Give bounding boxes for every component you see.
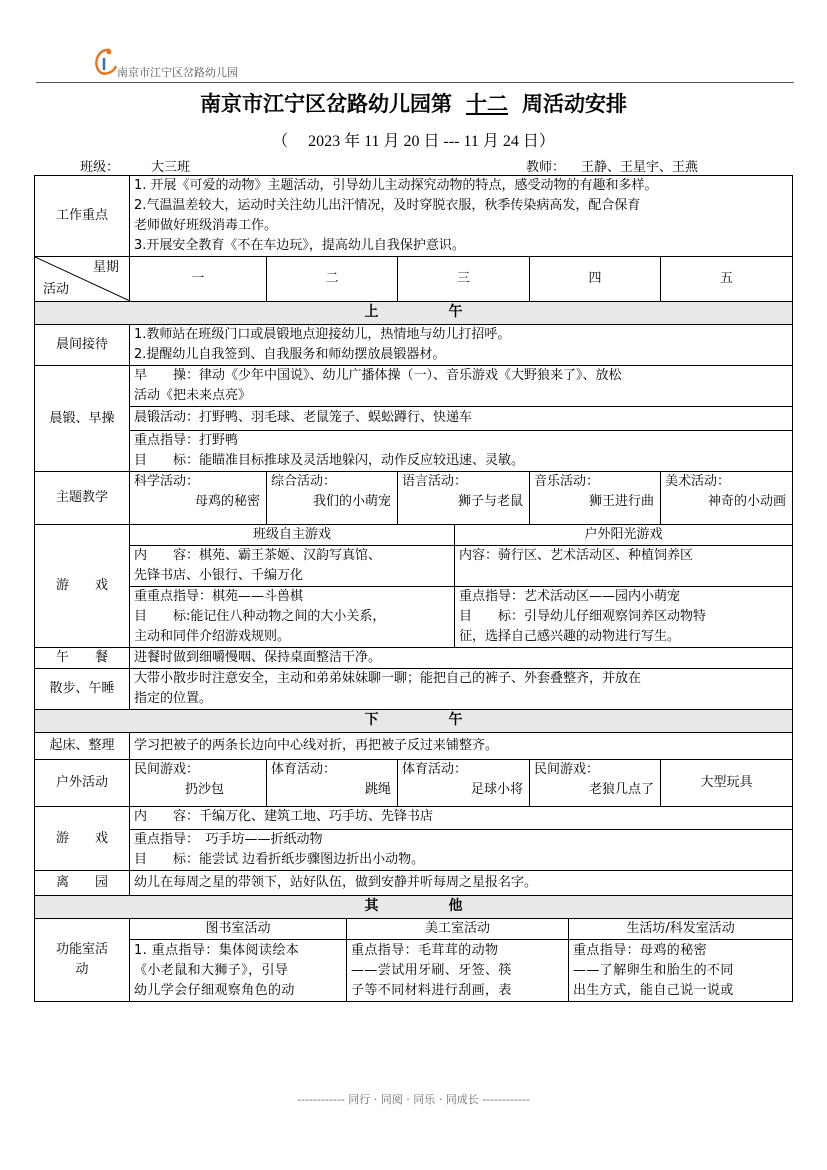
exercise-line: 目 标：能瞄准目标推球及灵活地躲闪，动作反应较迅速、灵敏。	[134, 453, 525, 468]
outdoor-kind: 体育活动：	[402, 762, 468, 777]
games-line: 先锋书店、小银行、千编万化	[134, 568, 304, 583]
detail-line: 重点指导：毛茸茸的动物	[351, 943, 499, 958]
school-name-header: 南京市江宁区岔路幼儿园	[117, 66, 238, 79]
leave-content: 幼儿在每周之星的带领下，站好队伍，做到安静并听每周之星报名字。	[130, 871, 793, 896]
afternoon-section-title: 下 午	[35, 710, 793, 733]
theme-value: 狮子与老鼠	[457, 494, 523, 509]
reception-line: 2.提醒幼儿自我签到、自我服务和师幼摆放晨锻器材。	[134, 347, 446, 362]
exercise-content	[130, 366, 793, 472]
function-room-content	[130, 919, 793, 1002]
weekday-tuesday: 二	[267, 257, 398, 302]
weekday-thursday: 四	[530, 257, 661, 302]
class-games-title: 班级自主游戏	[130, 525, 455, 545]
exercise-line: 早 操：律动《少年中国说》、幼儿广播体操（一）、音乐游戏《大野狼来了》、放松	[134, 368, 622, 383]
outdoor-cell	[530, 760, 661, 807]
theme-value: 神奇的小动画	[708, 494, 787, 509]
detail-line: ——尝试用牙刷、牙签、筷	[351, 963, 512, 978]
games-line: 重重点指导：棋苑——斗兽棋	[134, 589, 304, 604]
leave-label: 离 园	[35, 871, 130, 896]
theme-value: 母鸡的秘密	[194, 494, 260, 509]
theme-teaching-row	[35, 472, 793, 525]
games-line: 重点指导：艺术活动区——园内小萌宠	[459, 589, 681, 604]
class-games-content	[130, 546, 455, 586]
title-prefix: 南京市江宁区岔路幼儿园第	[200, 91, 452, 116]
morning-games-content	[130, 525, 793, 648]
function-room-titles	[130, 919, 792, 939]
reception-line: 1.教师站在班级门口或晨锻地点迎接幼儿，热情地与幼儿打招呼。	[134, 327, 511, 342]
diagonal-header-cell	[35, 257, 130, 302]
outdoor-value: 老狼几点了	[588, 782, 654, 797]
outdoor-kind: 民间游戏：	[134, 762, 200, 777]
nap-label: 散步、午睡	[35, 669, 130, 710]
games-line: 内容：骑行区、艺术活动区、种植饲养区	[459, 548, 694, 563]
class-games-focus	[130, 587, 455, 647]
morning-section-title: 上 午	[35, 302, 793, 325]
outdoor-large-toys: 大型玩具	[661, 760, 793, 807]
theme-kind: 音乐活动：	[534, 474, 600, 489]
games-focus	[130, 586, 792, 647]
nap-line: 指定的位置。	[134, 691, 213, 706]
games-line: 目 标：引导幼儿仔细观察饲养区动物特	[459, 609, 707, 624]
schedule-table	[34, 175, 793, 1002]
theme-cell	[530, 472, 661, 525]
date-range: （ 2023 年 11 月 20 日 --- 11 月 24 日）	[272, 133, 555, 150]
theme-cell	[267, 472, 398, 525]
other-section-title: 其 他	[35, 896, 793, 919]
outdoor-games-focus	[455, 587, 792, 647]
games-line: 内 容：棋苑、霸王茶姬、汉韵写真馆、	[134, 548, 382, 563]
nap-row	[35, 669, 793, 710]
outdoor-games-content	[455, 546, 792, 586]
detail-line: 出生方式，能自己说一说或	[573, 983, 734, 998]
function-room-label	[35, 919, 130, 1002]
outdoor-cell	[398, 760, 530, 807]
outdoor-row	[35, 760, 793, 807]
outdoor-label: 户外活动	[35, 760, 130, 807]
afternoon-games-label: 游 戏	[35, 807, 130, 871]
school-logo-icon	[92, 46, 118, 76]
reception-label: 晨间接待	[35, 325, 130, 366]
outdoor-value: 扔沙包	[184, 782, 224, 797]
morning-exercise-block	[134, 366, 788, 406]
games-line: 目 标：能尝试 边看折纸步骤图边折出小动物。	[134, 852, 425, 867]
games-titles	[130, 525, 792, 545]
theme-teaching-label: 主题教学	[35, 472, 130, 525]
games-line: 征，选择自己感兴趣的动物进行写生。	[459, 629, 681, 644]
nap-line: 大带小散步时注意安全，主动和弟弟妹妹聊一聊；能把自己的裤子、外套叠整齐，并放在	[134, 671, 642, 686]
art-room-title: 美工室活动	[347, 919, 569, 939]
teacher-label: 教师：	[526, 160, 566, 175]
exercise-row	[35, 366, 793, 472]
outdoor-kind: 体育活动：	[271, 762, 337, 777]
games-line: 目 标:能记住八种动物之间的大小关系，	[134, 609, 386, 624]
focus-item: 3.开展安全教育《不在车边玩》，提高幼儿自我保护意识。	[134, 238, 465, 253]
focus-item: 老师做好班级消毒工作。	[134, 218, 278, 233]
header-divider	[36, 82, 794, 83]
weekday-header-row	[35, 257, 793, 302]
detail-line: 1. 重点指导：集体阅读绘本	[134, 943, 300, 958]
weekday-friday: 五	[661, 257, 793, 302]
detail-line: 幼儿学会仔细观察角色的动	[134, 983, 295, 998]
corner-activity-label: 活动	[43, 282, 70, 297]
exercise-line: 活动《把未来点亮》	[134, 388, 252, 403]
exercise-label: 晨锻、早操	[35, 366, 130, 472]
games-line: 重点指导： 巧手坊——折纸动物	[134, 832, 323, 847]
detail-line: 《小老鼠和大狮子》，引导	[134, 963, 289, 978]
theme-value: 我们的小萌宠	[312, 494, 391, 509]
library-detail	[130, 940, 347, 1001]
theme-cell	[661, 472, 793, 525]
teacher-value: 王静、王星宇、王燕	[581, 156, 751, 176]
theme-kind: 综合活动：	[271, 474, 337, 489]
life-room-title: 生活坊/科发室活动	[626, 921, 735, 936]
function-room-label-text: 功能室活动	[56, 942, 109, 977]
work-focus-content	[130, 176, 793, 257]
reception-content	[130, 325, 793, 366]
wakeup-row	[35, 733, 793, 760]
class-label: 班级：	[80, 160, 120, 175]
theme-kind: 美术活动：	[665, 474, 731, 489]
week-number: 十二	[466, 91, 508, 116]
page-footer: ------------ 同行 · 同阅 · 同乐 · 同成长 ------------	[297, 1093, 530, 1106]
detail-line: 子等不同材料进行刮画，表	[351, 983, 512, 998]
function-room-row	[35, 919, 793, 1002]
detail-line: ——了解卵生和胎生的不同	[573, 963, 734, 978]
games-content	[130, 545, 792, 586]
exercise-focus-block	[130, 430, 792, 471]
detail-line: 重点指导：母鸡的秘密	[573, 943, 708, 958]
library-title: 图书室活动	[130, 919, 347, 939]
class-value: 大三班	[137, 156, 273, 176]
morning-games-row	[35, 525, 793, 648]
corner-weekday-label: 星期	[92, 260, 119, 275]
outdoor-value: 足球小将	[470, 782, 523, 797]
work-focus-label: 工作重点	[35, 176, 130, 257]
outdoor-games-title: 户外阳光游戏	[584, 527, 663, 542]
wakeup-content: 学习把被子的两条长边向中心线对折，再把被子反过来铺整齐。	[130, 733, 793, 760]
reception-row	[35, 325, 793, 366]
games-line: 内 容：千编万化、建筑工地、巧手坊、先锋书店	[134, 809, 434, 824]
weekday-wednesday: 三	[398, 257, 530, 302]
focus-item: 1. 开展《可爱的动物》主题活动，引导幼儿主动探究动物的特点，感受动物的有趣和多样。	[134, 178, 658, 193]
focus-item: 2.气温温差较大，运动时关注幼儿出汗情况，及时穿脱衣服，秋季传染病高发，配合保育	[134, 198, 641, 213]
games-line: 主动和同伴介绍游戏规则。	[134, 629, 291, 644]
afternoon-games-focus	[130, 829, 792, 870]
life-room-detail	[569, 940, 792, 1001]
leave-row	[35, 871, 793, 896]
lunch-row	[35, 648, 793, 669]
nap-content	[130, 669, 793, 710]
afternoon-games-row	[35, 807, 793, 871]
theme-cell	[130, 472, 267, 525]
lunch-content: 进餐时做到细嚼慢咽、保持桌面整洁干净。	[130, 648, 793, 669]
outdoor-kind: 民间游戏：	[534, 762, 600, 777]
work-focus-row	[35, 176, 793, 257]
afternoon-games-content	[130, 807, 793, 871]
wakeup-label: 起床、整理	[35, 733, 130, 760]
lunch-label: 午 餐	[35, 648, 130, 669]
outdoor-value: 跳绳	[364, 782, 391, 797]
theme-kind: 语言活动：	[402, 474, 468, 489]
page-title	[0, 88, 827, 118]
theme-kind: 科学活动：	[134, 474, 200, 489]
function-room-details	[130, 939, 792, 1001]
weekday-monday: 一	[130, 257, 267, 302]
exercise-line: 晨锻活动：打野鸭、羽毛球、老鼠笼子、蜈蚣蹲行、快递车	[134, 410, 473, 425]
afternoon-games-content-line	[134, 807, 788, 829]
morning-games-label: 游 戏	[35, 525, 130, 648]
theme-cell	[398, 472, 530, 525]
theme-value: 狮王进行曲	[588, 494, 654, 509]
outdoor-cell	[130, 760, 267, 807]
morning-training-block	[130, 406, 792, 430]
art-room-detail	[347, 940, 569, 1001]
exercise-line: 重点指导：打野鸭	[134, 433, 239, 448]
title-suffix: 周活动安排	[522, 91, 627, 116]
outdoor-cell	[267, 760, 398, 807]
